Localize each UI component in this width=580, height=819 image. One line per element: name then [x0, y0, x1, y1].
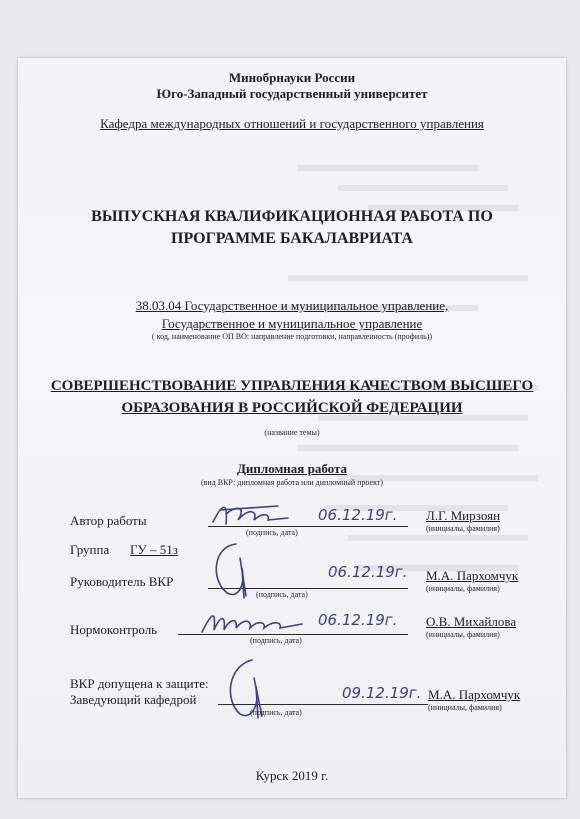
work-title-line2: ПРОГРАММЕ БАКАЛАВРИАТА: [171, 230, 413, 247]
supervisor-date: 06.12.19г.: [328, 563, 408, 581]
author-label: Автор работы: [70, 513, 147, 528]
head-initials-note: (инициалы, фамилия): [428, 703, 502, 712]
supervisor-label: Руководитель ВКР: [70, 574, 174, 589]
head-date: 09.12.19г.: [342, 684, 422, 702]
normcontrol-date: 06.12.19г.: [318, 611, 398, 629]
normcontrol-initials-note: (инициалы, фамилия): [426, 630, 500, 639]
head-name: М.А. Пархомчук: [428, 687, 521, 702]
ministry-name: Минобрнауки России: [228, 70, 356, 85]
admitted-label: ВКР допущена к защите:: [70, 676, 209, 691]
supervisor-initials-note: (инициалы, фамилия): [426, 584, 500, 593]
supervisor-sign-note: (подпись, дата): [256, 590, 308, 599]
work-type: Дипломная работа: [236, 461, 348, 476]
author-name: Л.Г. Мирзоян: [426, 508, 501, 523]
work-title-line1: ВЫПУСКНАЯ КВАЛИФИКАЦИОННАЯ РАБОТА ПО: [91, 208, 493, 225]
head-sign-note: (подпись, дата): [250, 708, 302, 717]
topic-line2: ОБРАЗОВАНИЯ В РОССИЙСКОЙ ФЕДЕРАЦИИ: [121, 400, 463, 416]
normcontrol-signature: [198, 608, 308, 636]
group-label: Группа: [70, 542, 110, 557]
normcontrol-sign-note: (подпись, дата): [250, 636, 302, 645]
program-note: ( код, наименование ОП ВО: направление подготовки, направленность (профиль)): [151, 332, 433, 341]
group-value: ГУ – 51з: [130, 542, 178, 557]
author-signature: [208, 500, 298, 530]
program-line1: 38.03.04 Государственное и муниципальное управление,: [135, 298, 449, 313]
normcontrol-name: О.В. Михайлова: [426, 614, 517, 629]
city-year: Курск 2019 г.: [255, 768, 329, 783]
author-date: 06.12.19г.: [318, 506, 398, 524]
topic-line1: СОВЕРШЕНСТВОВАНИЕ УПРАВЛЕНИЯ КАЧЕСТВОМ ВЫСШЕГО: [50, 378, 534, 394]
program-line2: Государственное и муниципальное управление: [161, 316, 423, 331]
document-page: [18, 58, 566, 798]
author-initials-note: (инициалы, фамилия): [426, 524, 500, 533]
supervisor-name: М.А. Пархомчук: [426, 568, 519, 583]
normcontrol-label: Нормоконтроль: [70, 622, 158, 637]
work-type-note: (вид ВКР: дипломная работа или дипломный проект): [200, 478, 384, 487]
department-name: Кафедра международных отношений и государственного управления: [100, 116, 484, 131]
topic-note: (название темы): [264, 428, 320, 437]
university-name: Юго-Западный государственный университет: [156, 86, 428, 101]
author-sign-note: (подпись, дата): [246, 528, 298, 537]
head-label: Заведующий кафедрой: [70, 692, 197, 707]
